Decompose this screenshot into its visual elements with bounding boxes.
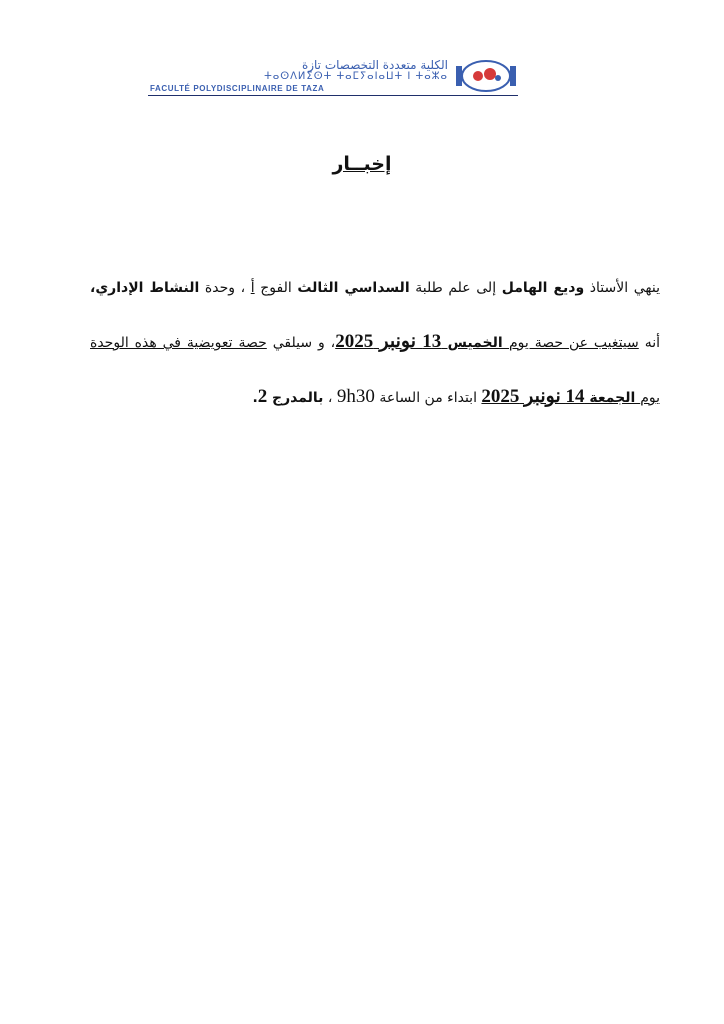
group-letter: أ <box>250 280 255 296</box>
text-and-will: ، و سيلقي <box>272 335 336 351</box>
faculty-header <box>148 58 518 100</box>
makeup-date: 14 نونبر 2025 <box>481 386 585 407</box>
semester: السداسي الثالث <box>297 280 410 296</box>
makeup-day: الجمعة <box>584 390 641 406</box>
text-end: . <box>252 390 258 406</box>
faculty-name-tifinagh: ⵜⴰⵙⴷⵍⵉⵙⵜ ⵜⴰⵎⵢⴰⵏⴰⵡⵜ ⵏ ⵜⴰⵣⴰ <box>264 71 448 82</box>
place: بالمدرج <box>272 390 324 406</box>
faculty-name-arabic: الكلية متعددة التخصصات تازة <box>301 58 448 72</box>
room-number: 2 <box>257 386 273 407</box>
text-students: إلى علم طلبة <box>409 280 502 296</box>
text-that: أنه <box>638 335 660 351</box>
faculty-logo-icon <box>454 58 518 94</box>
page-title: إخبــار <box>332 153 392 175</box>
text-group: الفوج <box>254 280 298 296</box>
text-unit: ، وحدة <box>204 280 251 296</box>
makeup-text: حصة تعويضية في هذه الوحدة يوم <box>90 335 660 406</box>
absence-date: 13 نونبر 2025 <box>335 331 442 352</box>
module-name: النشاط الإداري، <box>90 280 200 296</box>
professor-name: وديع الهامل <box>501 280 585 296</box>
header-divider <box>148 95 518 96</box>
text-intro: ينهي الأستاذ <box>584 280 660 296</box>
text-starting: ابتداء من الساعة <box>379 390 482 406</box>
session-time: 9h30 <box>336 386 375 407</box>
announcement-body <box>90 262 660 425</box>
absence-day: الخميس <box>441 335 509 351</box>
text-comma: ، <box>323 390 337 406</box>
absence-text: سيتغيب عن حصة يوم <box>509 335 639 351</box>
faculty-name-french: FACULTÉ POLYDISCIPLINAIRE DE TAZA <box>150 84 325 93</box>
